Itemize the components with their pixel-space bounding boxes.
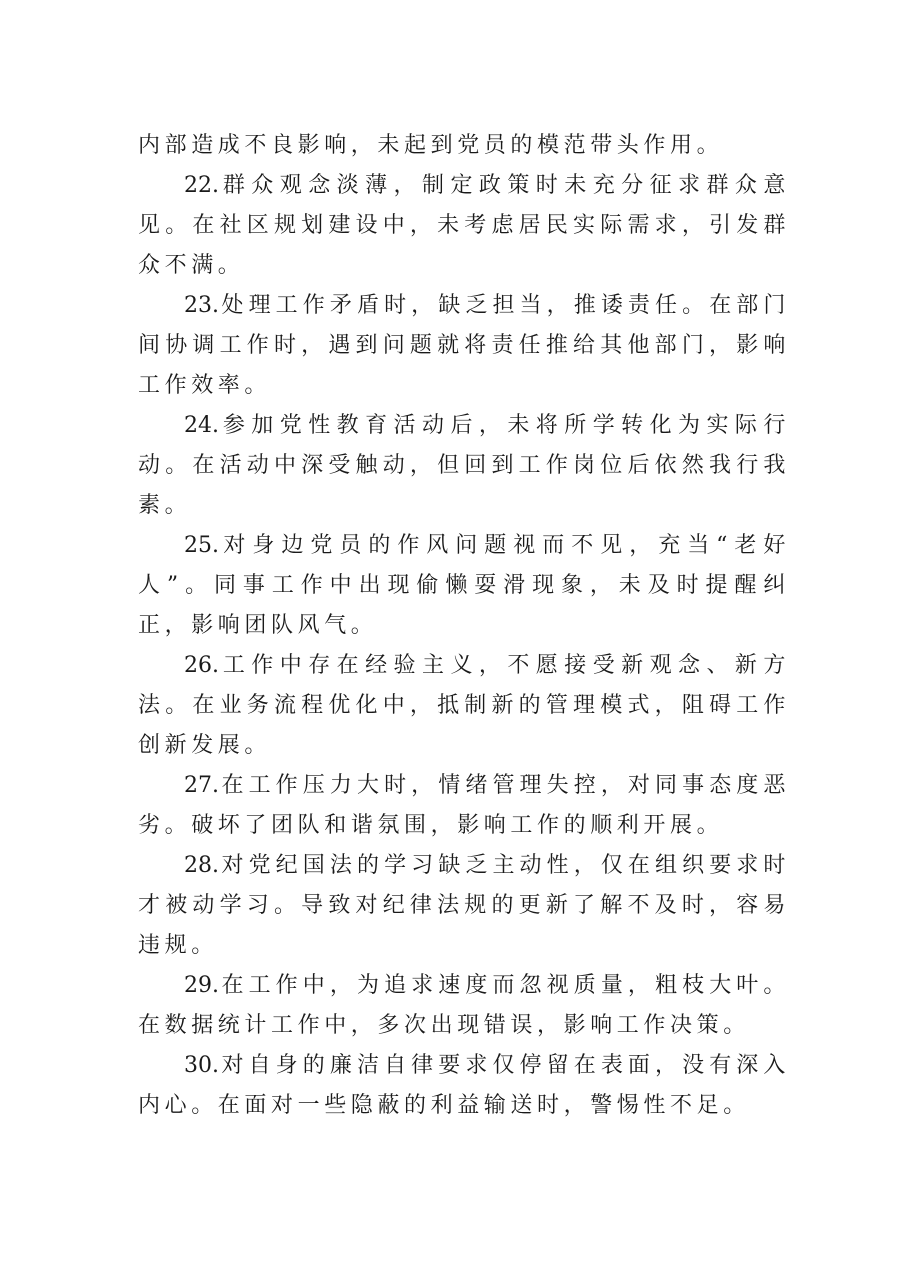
item-number: 22. xyxy=(184,173,219,198)
paragraph-item-29 xyxy=(138,966,790,1046)
paragraph-text: 处理工作矛盾时，缺乏担当，推诿责任。在部门间协调工作时，遇到问题就将责任推给其他部门，影响工作效率。 xyxy=(138,293,790,398)
paragraph-text: 在工作中，为追求速度而忽视质量，粗枝大叶。在数据统计工作中，多次出现错误，影响工作决策。 xyxy=(138,973,790,1038)
paragraph-item-26 xyxy=(138,646,790,766)
paragraph-item-23 xyxy=(138,286,790,406)
paragraph-item-22 xyxy=(138,166,790,286)
paragraph-text: 对自身的廉洁自律要求仅停留在表面，没有深入内心。在面对一些隐蔽的利益输送时，警惕性不足。 xyxy=(138,1053,790,1118)
paragraph-text: 对身边党员的作风问题视而不见，充当“老好人”。同事工作中出现偷懒耍滑现象，未及时提醒纠正，影响团队风气。 xyxy=(138,533,790,638)
item-number: 23. xyxy=(184,293,219,318)
item-number: 26. xyxy=(184,653,219,678)
item-number: 24. xyxy=(184,413,219,438)
paragraph-text: 内部造成不良影响，未起到党员的模范带头作用。 xyxy=(138,133,724,158)
item-number: 30. xyxy=(184,1053,219,1078)
paragraph-item-25 xyxy=(138,526,790,646)
paragraph-item-30 xyxy=(138,1046,790,1126)
paragraph-item-28 xyxy=(138,846,790,966)
item-number: 25. xyxy=(184,533,219,558)
paragraph-text: 工作中存在经验主义，不愿接受新观念、新方法。在业务流程优化中，抵制新的管理模式，阻碍工作创新发展。 xyxy=(138,653,790,758)
paragraph-item-27 xyxy=(138,766,790,846)
paragraph-text: 参加党性教育活动后，未将所学转化为实际行动。在活动中深受触动，但回到工作岗位后依然我行我素。 xyxy=(138,413,790,518)
paragraph-text: 对党纪国法的学习缺乏主动性，仅在组织要求时才被动学习。导致对纪律法规的更新了解不及时，容易违规。 xyxy=(138,853,790,958)
paragraph-continuation xyxy=(138,126,790,166)
paragraph-text: 在工作压力大时，情绪管理失控，对同事态度恶劣。破坏了团队和谐氛围，影响工作的顺利开展。 xyxy=(138,773,790,838)
item-number: 27. xyxy=(184,773,219,798)
document-page xyxy=(138,126,790,1126)
paragraph-text: 群众观念淡薄，制定政策时未充分征求群众意见。在社区规划建设中，未考虑居民实际需求，引发群众不满。 xyxy=(138,173,790,278)
item-number: 28. xyxy=(184,853,219,878)
paragraph-item-24 xyxy=(138,406,790,526)
item-number: 29. xyxy=(184,973,219,998)
